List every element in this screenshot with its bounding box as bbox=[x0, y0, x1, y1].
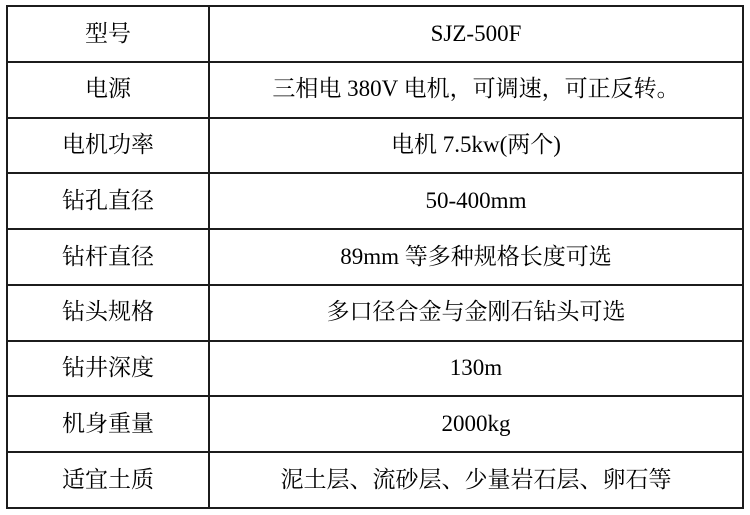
spec-table-body bbox=[7, 6, 743, 508]
spec-value: 泥土层、流砂层、少量岩石层、卵石等 bbox=[209, 452, 743, 508]
spec-label: 机身重量 bbox=[7, 396, 209, 452]
spec-value: 130m bbox=[209, 341, 743, 397]
table-row bbox=[7, 396, 743, 452]
spec-label: 钻井深度 bbox=[7, 341, 209, 397]
spec-value: 89mm 等多种规格长度可选 bbox=[209, 229, 743, 285]
spec-value: 2000kg bbox=[209, 396, 743, 452]
product-spec-table bbox=[6, 5, 744, 509]
table-row bbox=[7, 62, 743, 118]
table-row bbox=[7, 341, 743, 397]
table-row bbox=[7, 452, 743, 508]
table-row bbox=[7, 173, 743, 229]
spec-value: 电机 7.5kw(两个) bbox=[209, 118, 743, 174]
spec-label: 电机功率 bbox=[7, 118, 209, 174]
table-row bbox=[7, 6, 743, 62]
spec-label: 钻头规格 bbox=[7, 285, 209, 341]
spec-label: 电源 bbox=[7, 62, 209, 118]
table-row bbox=[7, 229, 743, 285]
spec-value: SJZ-500F bbox=[209, 6, 743, 62]
spec-label: 适宜土质 bbox=[7, 452, 209, 508]
spec-label: 钻杆直径 bbox=[7, 229, 209, 285]
spec-value: 多口径合金与金刚石钻头可选 bbox=[209, 285, 743, 341]
table-row bbox=[7, 118, 743, 174]
table-row bbox=[7, 285, 743, 341]
spec-value: 50-400mm bbox=[209, 173, 743, 229]
spec-label: 钻孔直径 bbox=[7, 173, 209, 229]
spec-label: 型号 bbox=[7, 6, 209, 62]
spec-value: 三相电 380V 电机，可调速，可正反转。 bbox=[209, 62, 743, 118]
